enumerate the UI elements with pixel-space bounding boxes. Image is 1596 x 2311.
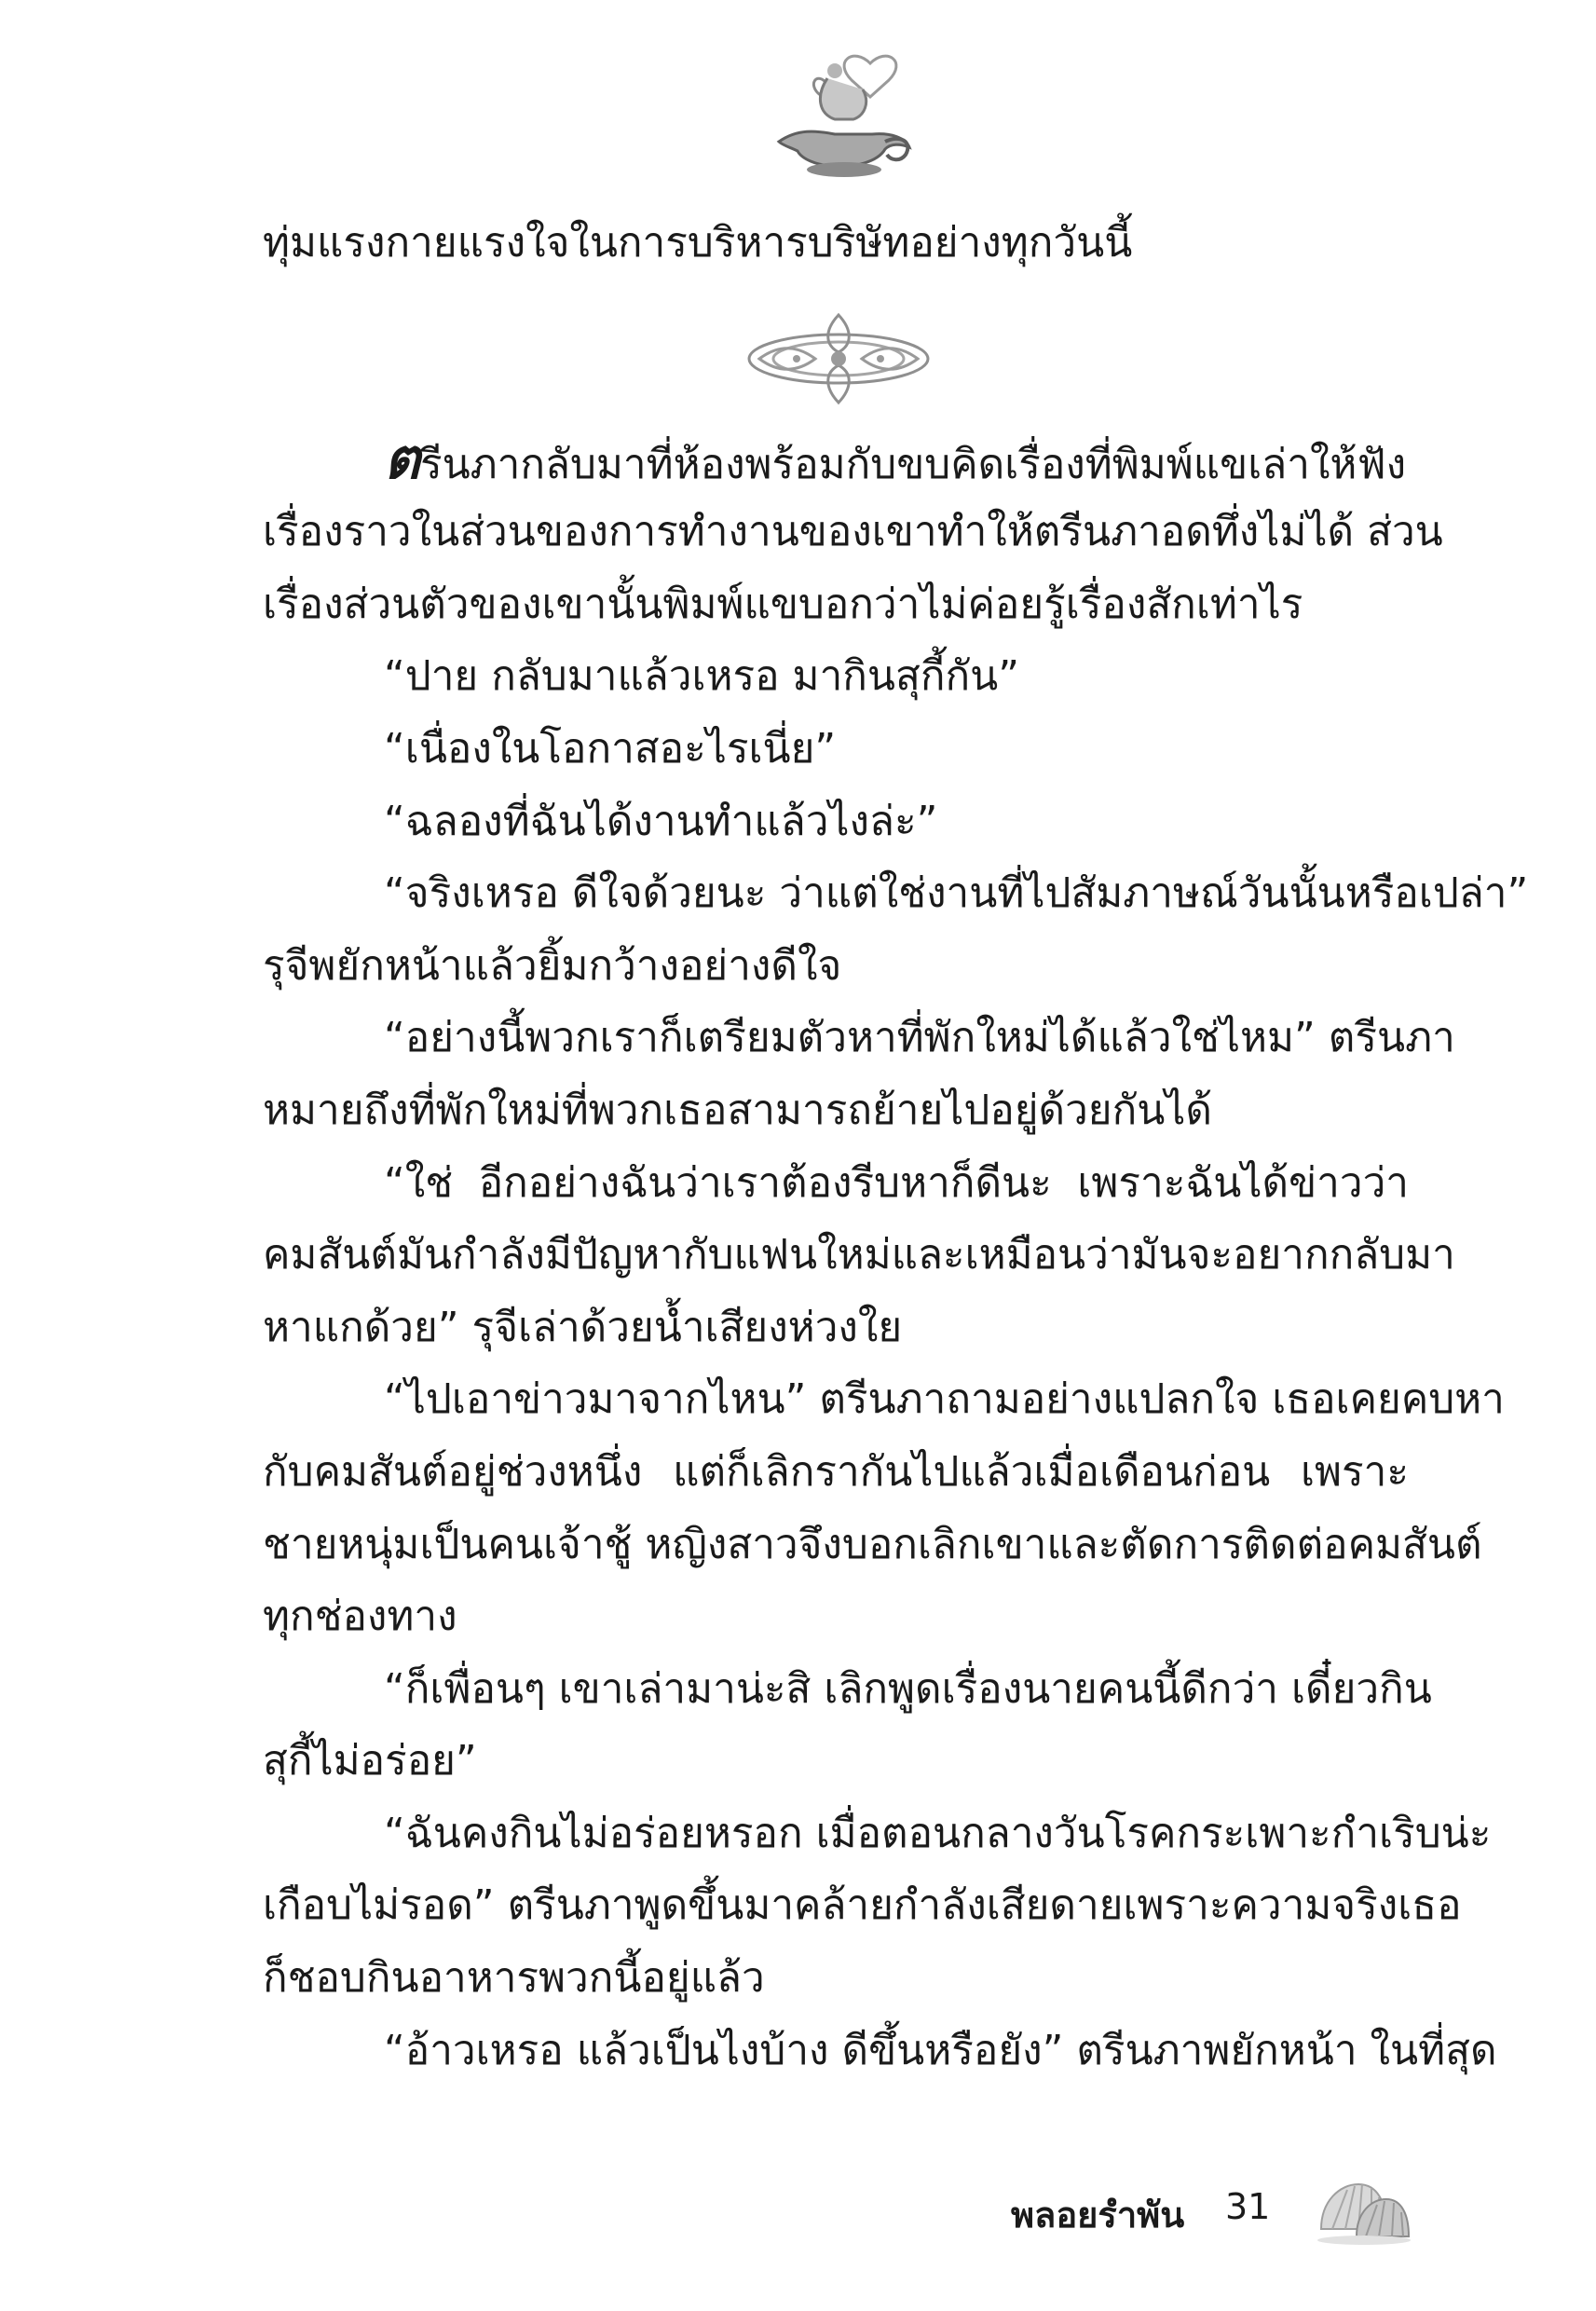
body-text	[263, 207, 1529, 2086]
scallop-shells-icon	[1312, 2164, 1414, 2248]
text-line: หาแกด้วย” รุจีเล่าด้วยน้ำเสียงห่วงใย	[263, 1303, 903, 1351]
text-line: ชายหนุ่มเป็นคนเจ้าชู้ หญิงสาวจึงบอกเลิกเขาและตัดการติดต่อคมสันต์	[263, 1520, 1482, 1568]
page-number: 31	[1225, 2186, 1271, 2227]
text-line: ก็ชอบกินอาหารพวกนี้อยู่แล้ว	[263, 1954, 765, 2003]
drop-cap: ต	[384, 426, 420, 492]
text-line: สุกี้ไม่อร่อย”	[263, 1737, 477, 1785]
text-line: “ฉลองที่ฉันได้งานทำแล้วไงล่ะ”	[384, 797, 938, 845]
text-line: คมสันต์มันกำลังมีปัญหากับแฟนใหม่และเหมือนว่ามันจะอยากกลับมา	[263, 1231, 1455, 1279]
text-line: กับคมสันต์อยู่ช่วงหนึ่ง แต่ก็เลิกรากันไปแล้วเมื่อเดือนก่อน เพราะ	[263, 1447, 1409, 1496]
text-line: ทุ่มแรงกายแรงใจในการบริหารบริษัทอย่างทุกวันนี้	[263, 219, 1133, 267]
text-line: เรื่องราวในส่วนของการทำงานของเขาทำให้ตรีนภาอดทึ่งไม่ได้ ส่วน	[263, 508, 1443, 556]
book-title: พลอยรำพัน	[1011, 2195, 1185, 2236]
text-line: เกือบไม่รอด” ตรีนภาพูดขึ้นมาคล้ายกำลังเสียดายเพราะความจริงเธอ	[263, 1881, 1462, 1930]
text-line: “ก็เพื่อนๆ เขาเล่ามาน่ะสิ เลิกพูดเรื่องนายคนนี้ดีกว่า เดี๋ยวกิน	[384, 1664, 1432, 1713]
text-line: เรื่องส่วนตัวของเขานั้นพิมพ์แขบอกว่าไม่ค่อยรู้เรื่องสักเท่าไร	[263, 580, 1303, 628]
text-line: “ฉันคงกินไม่อร่อยหรอก เมื่อตอนกลางวันโรคกระเพาะกำเริบน่ะ	[384, 1809, 1492, 1857]
text-line: “ไปเอาข่าวมาจากไหน” ตรีนภาถามอย่างแปลกใจ เธอเคยคบหา	[384, 1375, 1505, 1424]
text-line: “ใช่ อีกอย่างฉันว่าเราต้องรีบหาก็ดีนะ เพราะฉันได้ข่าวว่า	[384, 1158, 1409, 1207]
text-line: “จริงเหรอ ดีใจด้วยนะ ว่าแต่ใช่งานที่ไปสัมภาษณ์วันนั้นหรือเปล่า”	[384, 869, 1529, 918]
text-line: “เนื่องในโอกาสอะไรเนี่ย”	[384, 724, 837, 773]
text-line: “ปาย กลับมาแล้วเหรอ มากินสุกี้กัน”	[384, 652, 1019, 701]
text-line: “อ้าวเหรอ แล้วเป็นไงบ้าง ดีขึ้นหรือยัง” ตรีนภาพยักหน้า ในที่สุด	[384, 2026, 1497, 2074]
text-line: ทุกช่องทาง	[263, 1593, 457, 1641]
text-line: รุจีพยักหน้าแล้วยิ้มกว้างอย่างดีใจ	[263, 941, 842, 990]
text-line: หมายถึงที่พักใหม่ที่พวกเธอสามารถย้ายไปอยู่ด้วยกันได้	[263, 1086, 1213, 1134]
teapot-lamp-heart-icon	[760, 45, 919, 185]
text-line: “อย่างนี้พวกเราก็เตรียมตัวหาที่พักใหม่ได้แล้วใช่ไหม” ตรีนภา	[384, 1014, 1455, 1062]
text-line-first-paragraph: ตรีนภากลับมาที่ห้องพร้อมกับขบคิดเรื่องที่พิมพ์แขเล่าให้ฟัง	[384, 426, 1407, 492]
